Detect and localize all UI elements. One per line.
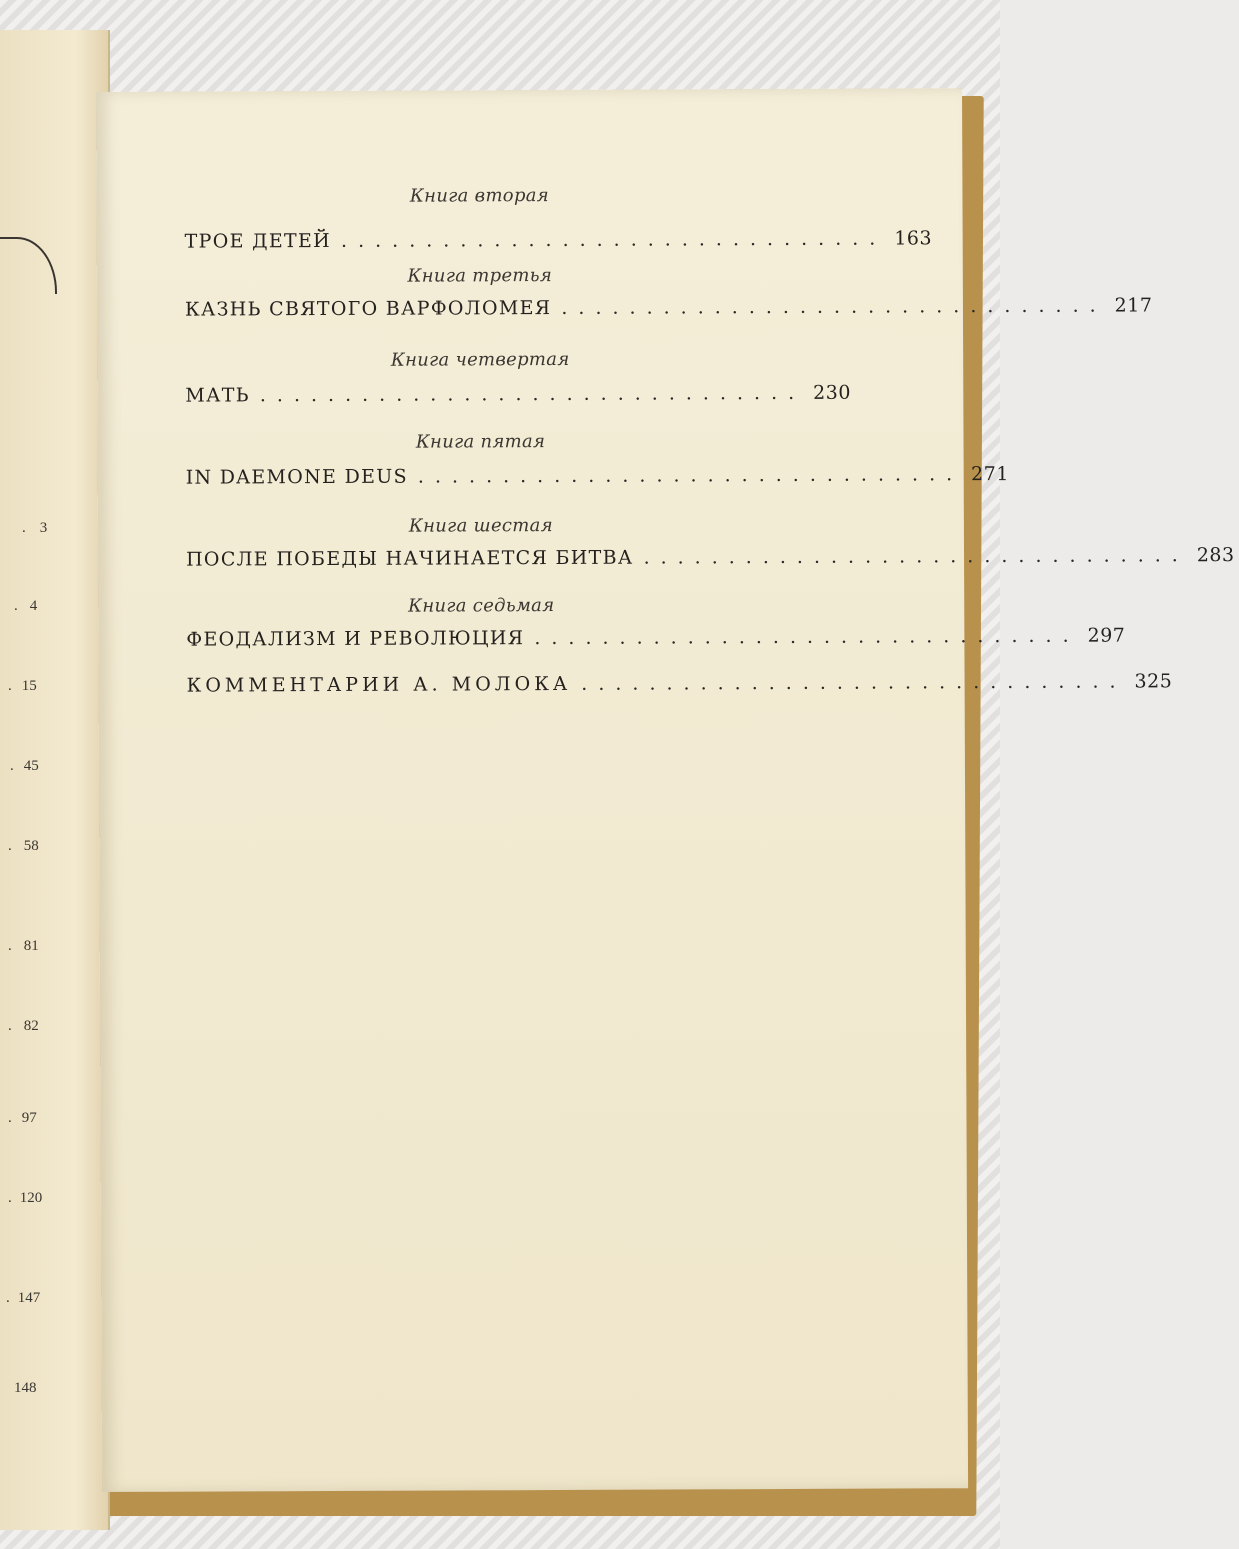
left-page-number: . 4	[14, 598, 38, 614]
toc-book-heading: Книга шестая	[408, 515, 553, 537]
toc-entry	[185, 463, 1009, 489]
toc-leader-dots: ................................	[417, 463, 964, 488]
left-page-number: . 97	[8, 1110, 37, 1126]
left-page-rule	[0, 237, 57, 294]
toc-entry	[184, 294, 1153, 321]
left-page-number: . 81	[8, 938, 39, 954]
toc-leader-dots: ................................	[581, 670, 1127, 695]
toc-entry-title: МАТЬ	[185, 384, 250, 407]
right-page	[96, 88, 1235, 1492]
left-page-number: . 82	[8, 1018, 39, 1034]
toc-entry	[185, 544, 1235, 571]
toc-entry-title: ФЕОДАЛИЗМ И РЕВОЛЮЦИЯ	[186, 627, 525, 651]
toc-book-heading: Книга четвертая	[390, 348, 570, 371]
toc-leader-dots: ................................	[643, 544, 1189, 569]
toc-page-number: 217	[1114, 294, 1153, 317]
left-page-number: . 15	[8, 678, 37, 694]
left-page-number: . 147	[6, 1290, 41, 1306]
left-page-number: . 3	[22, 520, 48, 536]
toc-leader-dots: ................................	[340, 227, 887, 252]
toc-leader-dots: ................................	[259, 381, 806, 407]
toc-leader-dots: ................................	[534, 624, 1080, 650]
toc-entry	[184, 227, 933, 253]
toc-entry	[186, 624, 1126, 651]
toc-book-heading: Книга третья	[407, 265, 553, 287]
left-page-number: . 45	[10, 758, 39, 774]
toc-entry-title: IN DAEMONE DEUS	[185, 465, 408, 489]
toc-entry	[186, 670, 1173, 697]
toc-book-heading: Книга вторая	[409, 185, 550, 207]
toc-page-number: 271	[971, 463, 1009, 486]
left-page	[0, 30, 110, 1530]
left-page-number: . 120	[8, 1190, 43, 1206]
toc-page-number: 297	[1087, 624, 1126, 647]
toc-entry-title: ПОСЛЕ ПОБЕДЫ НАЧИНАЕТСЯ БИТВА	[185, 546, 634, 571]
toc-page-number: 230	[813, 381, 851, 404]
table-of-contents	[184, 184, 1235, 697]
left-page-number: 148	[14, 1380, 37, 1396]
toc-book-heading: Книга пятая	[415, 431, 546, 453]
toc-leader-dots: ................................	[561, 294, 1107, 319]
toc-entry-title: КОММЕНТАРИИ А. МОЛОКА	[186, 672, 572, 697]
toc-entry-title: ТРОЕ ДЕТЕЙ	[184, 229, 332, 253]
toc-entry-title: КАЗНЬ СВЯТОГО ВАРФОЛОМЕЯ	[184, 297, 552, 321]
toc-entry	[185, 381, 851, 407]
left-page-number: . 58	[8, 838, 39, 854]
toc-page-number: 325	[1134, 670, 1173, 693]
toc-page-number: 163	[894, 227, 933, 250]
toc-page-number: 283	[1196, 544, 1235, 567]
toc-book-heading: Книга седьмая	[408, 595, 555, 617]
